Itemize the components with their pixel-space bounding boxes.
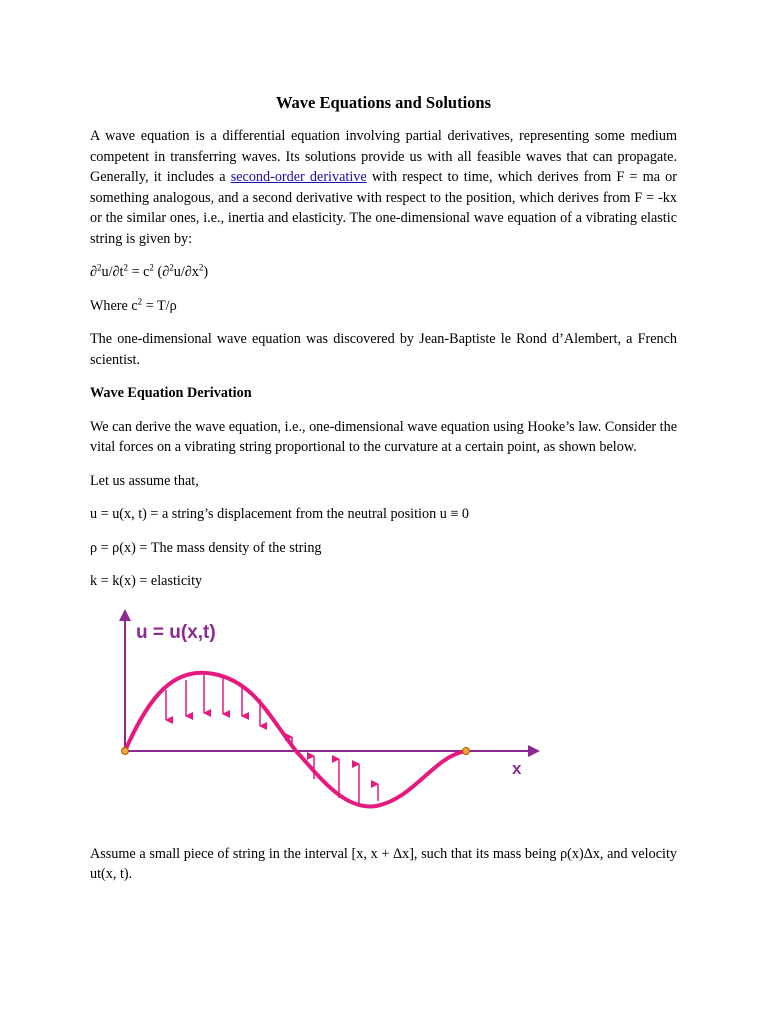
eq-part: ∂ [90, 264, 98, 280]
assume-line: Let us assume that, [90, 472, 199, 489]
definition-rho: ρ = ρ(x) = The mass density of the string [90, 539, 322, 556]
where-sup: 2 [137, 295, 143, 306]
wave-diagram [114, 606, 544, 832]
definition-u: u = u(x, t) = a string’s displacement from the neutral position u ≡ 0 [90, 506, 470, 522]
x-axis-label: x [512, 758, 522, 778]
eq-sup: 2 [198, 262, 204, 273]
second-order-derivative-link[interactable]: second-order derivative [230, 169, 367, 185]
definition-k: k = k(x) = elasticity [90, 573, 203, 589]
wave-equation [90, 262, 677, 283]
eq-part: u/∂t [101, 264, 124, 280]
derivation-heading: Wave Equation Derivation [90, 385, 252, 401]
eq-sup: 2 [169, 262, 174, 273]
where-line [90, 296, 677, 317]
x-axis-arrow-icon [528, 745, 540, 757]
eq-part: (∂ [153, 264, 170, 280]
derivation-paragraph: We can derive the wave equation, i.e., one-dimensional wave equation using Hooke’s law. Consider the vital forces on a vibrating string proportional to the curvature at a certain point, as shown below. [90, 418, 677, 455]
intro-text-before: A wave equation is a differential equation involving partial derivatives, representing some medium competent in transferring waves. Its solutions provide us with all feasible waves that can propagate. Generally, it includes a [90, 128, 677, 185]
left-endpoint [122, 747, 129, 754]
intro-paragraph [90, 126, 677, 249]
page-title: Wave Equations and Solutions [275, 93, 492, 112]
where-part: Where c [90, 297, 138, 314]
eq-part: ) [203, 264, 209, 280]
wave-string-figure [90, 606, 677, 832]
wave-curve [125, 672, 466, 806]
y-axis-label: u = u(x,t) [136, 621, 216, 643]
eq-part: = c [128, 264, 150, 280]
y-axis-arrow-icon [119, 609, 131, 621]
discovery-paragraph: The one-dimensional wave equation was discovered by Jean-Baptiste le Rond d’Alembert, a French scientist. [90, 331, 677, 368]
eq-part: u/∂x [173, 264, 199, 280]
where-part: = T/ρ [142, 297, 177, 314]
intro-text-after: with respect to time, which derives from F = ma or something analogous, and a second derivative with respect to the position, which derives from F = -kx or the similar ones, i.e., inertia and elasticity. The one-dimensional wave equation of a vibrating elastic string is given by: [90, 169, 677, 247]
document-body [90, 92, 677, 898]
eq-sup: 2 [149, 262, 154, 273]
eq-sup: 2 [97, 262, 102, 273]
eq-sup: 2 [123, 262, 129, 273]
closing-paragraph: Assume a small piece of string in the interval [x, x + Δx], such that its mass being ρ(x)Δx, and velocity ut(x, t). [90, 845, 677, 882]
right-endpoint [463, 747, 470, 754]
